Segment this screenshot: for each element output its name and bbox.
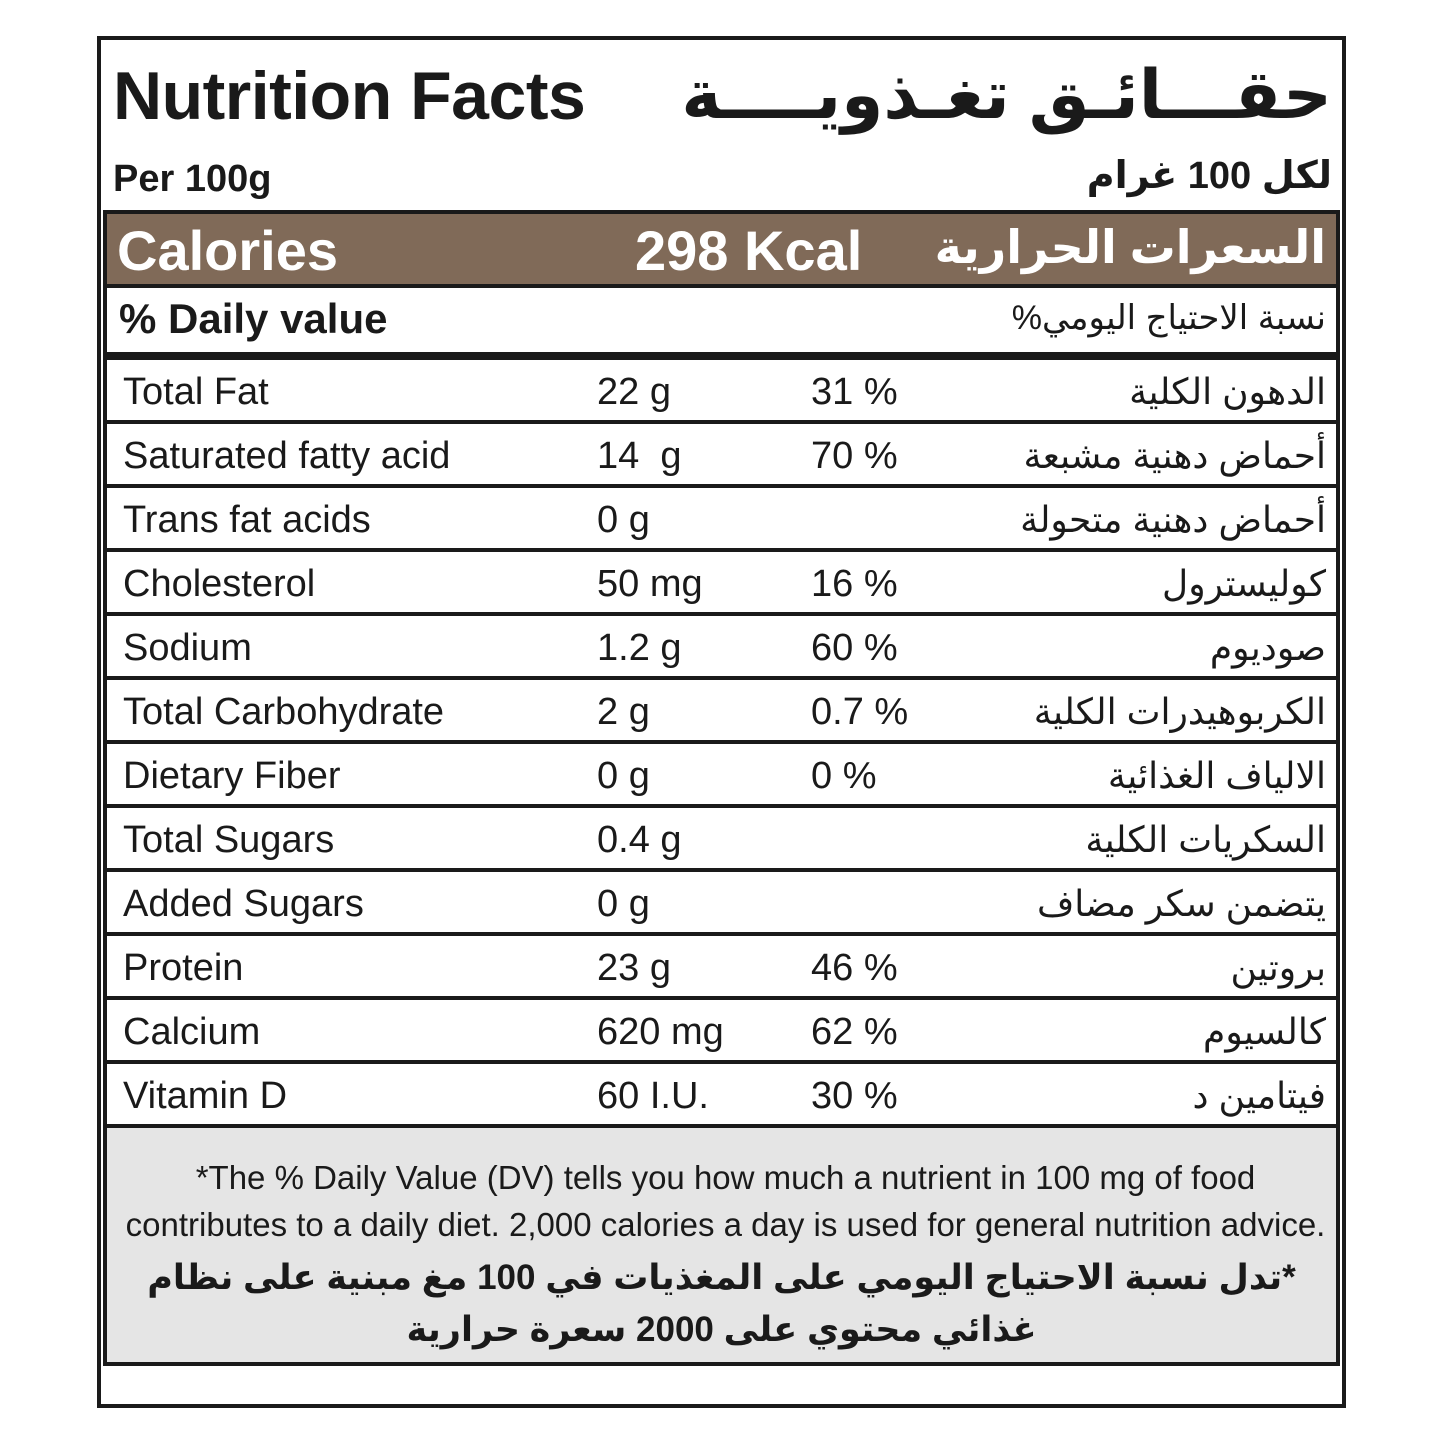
nutrient-percent: 62 % bbox=[811, 1011, 898, 1053]
nutrient-name-arabic: بروتين bbox=[1230, 947, 1326, 988]
nutrient-row-sodium bbox=[103, 612, 1340, 680]
daily-value-row bbox=[103, 288, 1340, 356]
nutrient-amount: 0 g bbox=[597, 755, 650, 797]
calories-label-arabic: السعرات الحرارية bbox=[934, 221, 1326, 273]
calories-row bbox=[103, 210, 1340, 288]
nutrient-name-english: Total Fat bbox=[123, 371, 269, 413]
nutrient-amount: 620 mg bbox=[597, 1011, 724, 1053]
nutrient-row-calcium bbox=[103, 996, 1340, 1064]
footnote-arabic bbox=[107, 1252, 1336, 1356]
nutrient-name-arabic: كوليسترول bbox=[1162, 563, 1326, 604]
nutrient-name-english: Protein bbox=[123, 947, 244, 989]
nutrient-amount: 0 g bbox=[597, 883, 650, 925]
footnote-arabic-line-2: غذائي محتوي على 2000 سعرة حرارية bbox=[406, 1310, 1037, 1349]
nutrient-amount: 2 g bbox=[597, 691, 650, 733]
label-header bbox=[101, 40, 1342, 210]
daily-value-label-arabic: نسبة الاحتياج اليومي% bbox=[1011, 299, 1326, 337]
nutrient-amount: 0.4 g bbox=[597, 819, 682, 861]
nutrient-name-english: Calcium bbox=[123, 1011, 261, 1053]
nutrient-row-vitamin-d bbox=[103, 1060, 1340, 1128]
nutrient-name-english: Vitamin D bbox=[123, 1075, 288, 1117]
title-arabic: حقـــائـق تغـذويــــة bbox=[681, 57, 1332, 133]
nutrient-name-arabic: أحماض دهنية مشبعة bbox=[1023, 435, 1326, 476]
footnote-arabic-line-1: *تدل نسبة الاحتياج اليومي على المغذيات في 100 مغ مبنية على نظام bbox=[147, 1258, 1296, 1297]
nutrient-name-arabic: صوديوم bbox=[1209, 627, 1326, 668]
nutrient-name-arabic: كالسيوم bbox=[1203, 1011, 1326, 1052]
nutrient-amount: 50 mg bbox=[597, 563, 703, 605]
nutrient-name-english: Total Sugars bbox=[123, 819, 335, 861]
nutrient-percent: 60 % bbox=[811, 627, 898, 669]
nutrient-row-protein bbox=[103, 932, 1340, 1000]
nutrient-name-english: Cholesterol bbox=[123, 563, 316, 605]
nutrient-row-total-fat bbox=[103, 356, 1340, 424]
nutrient-percent: 0 % bbox=[811, 755, 877, 797]
footnote-english-line-2: contributes to a daily diet. 2,000 calories a day is used for general nutrition advice. bbox=[125, 1206, 1326, 1243]
nutrient-name-arabic: فيتامين د bbox=[1192, 1075, 1326, 1116]
serving-english: Per 100g bbox=[113, 158, 272, 200]
nutrient-row-cholesterol bbox=[103, 548, 1340, 616]
nutrient-name-arabic: الالياف الغذائية bbox=[1107, 755, 1326, 796]
footnote-english-line-1: *The % Daily Value (DV) tells you how much a nutrient in 100 mg of food bbox=[195, 1159, 1256, 1196]
daily-value-label-english: % Daily value bbox=[119, 295, 388, 342]
nutrient-row-total-sugars bbox=[103, 804, 1340, 872]
nutrient-name-arabic: الدهون الكلية bbox=[1129, 371, 1326, 412]
nutrient-name-arabic: السكريات الكلية bbox=[1085, 819, 1326, 860]
nutrient-table bbox=[103, 210, 1340, 1366]
nutrient-percent: 16 % bbox=[811, 563, 898, 605]
nutrient-amount: 14 g bbox=[597, 435, 682, 477]
nutrient-name-english: Sodium bbox=[123, 627, 252, 669]
nutrient-amount: 22 g bbox=[597, 371, 671, 413]
nutrient-name-english: Added Sugars bbox=[123, 883, 364, 925]
nutrient-name-english: Dietary Fiber bbox=[123, 755, 341, 797]
nutrient-row-trans-fat-acids bbox=[103, 484, 1340, 552]
nutrient-name-arabic: أحماض دهنية متحولة bbox=[1020, 499, 1326, 540]
title-english: Nutrition Facts bbox=[113, 58, 586, 134]
serving-arabic: لكل 100 غرام bbox=[1086, 155, 1332, 197]
footnote-english bbox=[103, 1128, 1348, 1248]
nutrient-amount: 60 I.U. bbox=[597, 1075, 709, 1117]
calories-value: 298 Kcal bbox=[635, 219, 863, 282]
nutrient-amount: 23 g bbox=[597, 947, 671, 989]
nutrient-row-total-carbohydrate bbox=[103, 676, 1340, 744]
nutrient-percent: 70 % bbox=[811, 435, 898, 477]
nutrient-percent: 0.7 % bbox=[811, 691, 909, 733]
nutrient-row-added-sugars bbox=[103, 868, 1340, 936]
nutrient-name-english: Total Carbohydrate bbox=[123, 691, 445, 733]
nutrient-percent: 30 % bbox=[811, 1075, 898, 1117]
nutrient-percent: 46 % bbox=[811, 947, 898, 989]
footnote bbox=[103, 1124, 1340, 1366]
nutrient-name-arabic: يتضمن سكر مضاف bbox=[1036, 883, 1326, 924]
nutrient-amount: 1.2 g bbox=[597, 627, 682, 669]
nutrition-label bbox=[97, 36, 1346, 1408]
nutrient-percent: 31 % bbox=[811, 371, 898, 413]
nutrient-amount: 0 g bbox=[597, 499, 650, 541]
nutrient-name-english: Saturated fatty acid bbox=[123, 435, 451, 477]
nutrient-row-dietary-fiber bbox=[103, 740, 1340, 808]
nutrient-name-arabic: الكربوهيدرات الكلية bbox=[1033, 691, 1326, 732]
nutrient-row-saturated-fatty-acid bbox=[103, 420, 1340, 488]
nutrient-name-english: Trans fat acids bbox=[123, 499, 371, 541]
calories-label-english: Calories bbox=[117, 219, 338, 282]
